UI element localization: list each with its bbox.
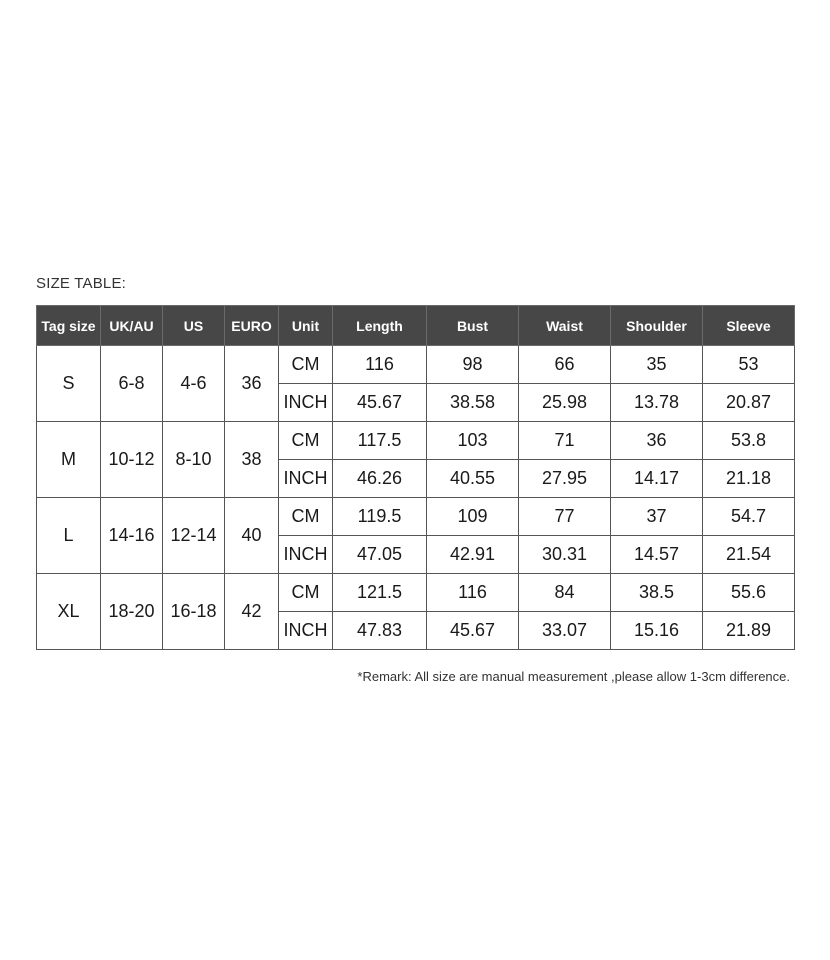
us-cell: 12-14 bbox=[163, 498, 225, 574]
shoulder-cell: 15.16 bbox=[611, 612, 703, 650]
euro-cell: 40 bbox=[225, 498, 279, 574]
header-tag-size: Tag size bbox=[37, 306, 101, 346]
waist-cell: 33.07 bbox=[519, 612, 611, 650]
header-length: Length bbox=[333, 306, 427, 346]
size-table-title: SIZE TABLE: bbox=[36, 275, 127, 292]
uk-au-cell: 6-8 bbox=[101, 346, 163, 422]
euro-cell: 42 bbox=[225, 574, 279, 650]
shoulder-cell: 14.57 bbox=[611, 536, 703, 574]
bust-cell: 42.91 bbox=[427, 536, 519, 574]
unit-cell: CM bbox=[279, 498, 333, 536]
us-cell: 16-18 bbox=[163, 574, 225, 650]
shoulder-cell: 14.17 bbox=[611, 460, 703, 498]
table-row-s-cm bbox=[37, 346, 795, 384]
unit-cell: INCH bbox=[279, 612, 333, 650]
us-cell: 8-10 bbox=[163, 422, 225, 498]
length-cell: 45.67 bbox=[333, 384, 427, 422]
unit-cell: CM bbox=[279, 346, 333, 384]
us-cell: 4-6 bbox=[163, 346, 225, 422]
header-waist: Waist bbox=[519, 306, 611, 346]
tag-size-cell: S bbox=[37, 346, 101, 422]
header-shoulder: Shoulder bbox=[611, 306, 703, 346]
sleeve-cell: 21.18 bbox=[703, 460, 795, 498]
sleeve-cell: 53 bbox=[703, 346, 795, 384]
sleeve-cell: 53.8 bbox=[703, 422, 795, 460]
waist-cell: 84 bbox=[519, 574, 611, 612]
shoulder-cell: 38.5 bbox=[611, 574, 703, 612]
bust-cell: 40.55 bbox=[427, 460, 519, 498]
euro-cell: 36 bbox=[225, 346, 279, 422]
bust-cell: 38.58 bbox=[427, 384, 519, 422]
sleeve-cell: 54.7 bbox=[703, 498, 795, 536]
sleeve-cell: 21.89 bbox=[703, 612, 795, 650]
tag-size-cell: XL bbox=[37, 574, 101, 650]
header-uk-au: UK/AU bbox=[101, 306, 163, 346]
bust-cell: 109 bbox=[427, 498, 519, 536]
waist-cell: 77 bbox=[519, 498, 611, 536]
bust-cell: 45.67 bbox=[427, 612, 519, 650]
waist-cell: 71 bbox=[519, 422, 611, 460]
header-us: US bbox=[163, 306, 225, 346]
shoulder-cell: 35 bbox=[611, 346, 703, 384]
sleeve-cell: 20.87 bbox=[703, 384, 795, 422]
uk-au-cell: 10-12 bbox=[101, 422, 163, 498]
table-row-xl-cm bbox=[37, 574, 795, 612]
bust-cell: 98 bbox=[427, 346, 519, 384]
shoulder-cell: 13.78 bbox=[611, 384, 703, 422]
length-cell: 119.5 bbox=[333, 498, 427, 536]
waist-cell: 27.95 bbox=[519, 460, 611, 498]
unit-cell: CM bbox=[279, 422, 333, 460]
unit-cell: CM bbox=[279, 574, 333, 612]
length-cell: 121.5 bbox=[333, 574, 427, 612]
waist-cell: 30.31 bbox=[519, 536, 611, 574]
unit-cell: INCH bbox=[279, 536, 333, 574]
tag-size-cell: L bbox=[37, 498, 101, 574]
header-euro: EURO bbox=[225, 306, 279, 346]
unit-cell: INCH bbox=[279, 384, 333, 422]
table-row-m-cm bbox=[37, 422, 795, 460]
shoulder-cell: 36 bbox=[611, 422, 703, 460]
length-cell: 46.26 bbox=[333, 460, 427, 498]
waist-cell: 66 bbox=[519, 346, 611, 384]
sleeve-cell: 21.54 bbox=[703, 536, 795, 574]
length-cell: 116 bbox=[333, 346, 427, 384]
header-bust: Bust bbox=[427, 306, 519, 346]
length-cell: 47.83 bbox=[333, 612, 427, 650]
uk-au-cell: 18-20 bbox=[101, 574, 163, 650]
uk-au-cell: 14-16 bbox=[101, 498, 163, 574]
bust-cell: 116 bbox=[427, 574, 519, 612]
remark-note: *Remark: All size are manual measurement ,please allow 1-3cm difference. bbox=[357, 669, 790, 684]
unit-cell: INCH bbox=[279, 460, 333, 498]
header-row bbox=[37, 306, 795, 346]
header-sleeve: Sleeve bbox=[703, 306, 795, 346]
header-unit: Unit bbox=[279, 306, 333, 346]
bust-cell: 103 bbox=[427, 422, 519, 460]
sleeve-cell: 55.6 bbox=[703, 574, 795, 612]
table-row-l-cm bbox=[37, 498, 795, 536]
euro-cell: 38 bbox=[225, 422, 279, 498]
length-cell: 117.5 bbox=[333, 422, 427, 460]
shoulder-cell: 37 bbox=[611, 498, 703, 536]
waist-cell: 25.98 bbox=[519, 384, 611, 422]
size-table bbox=[36, 305, 795, 650]
tag-size-cell: M bbox=[37, 422, 101, 498]
length-cell: 47.05 bbox=[333, 536, 427, 574]
